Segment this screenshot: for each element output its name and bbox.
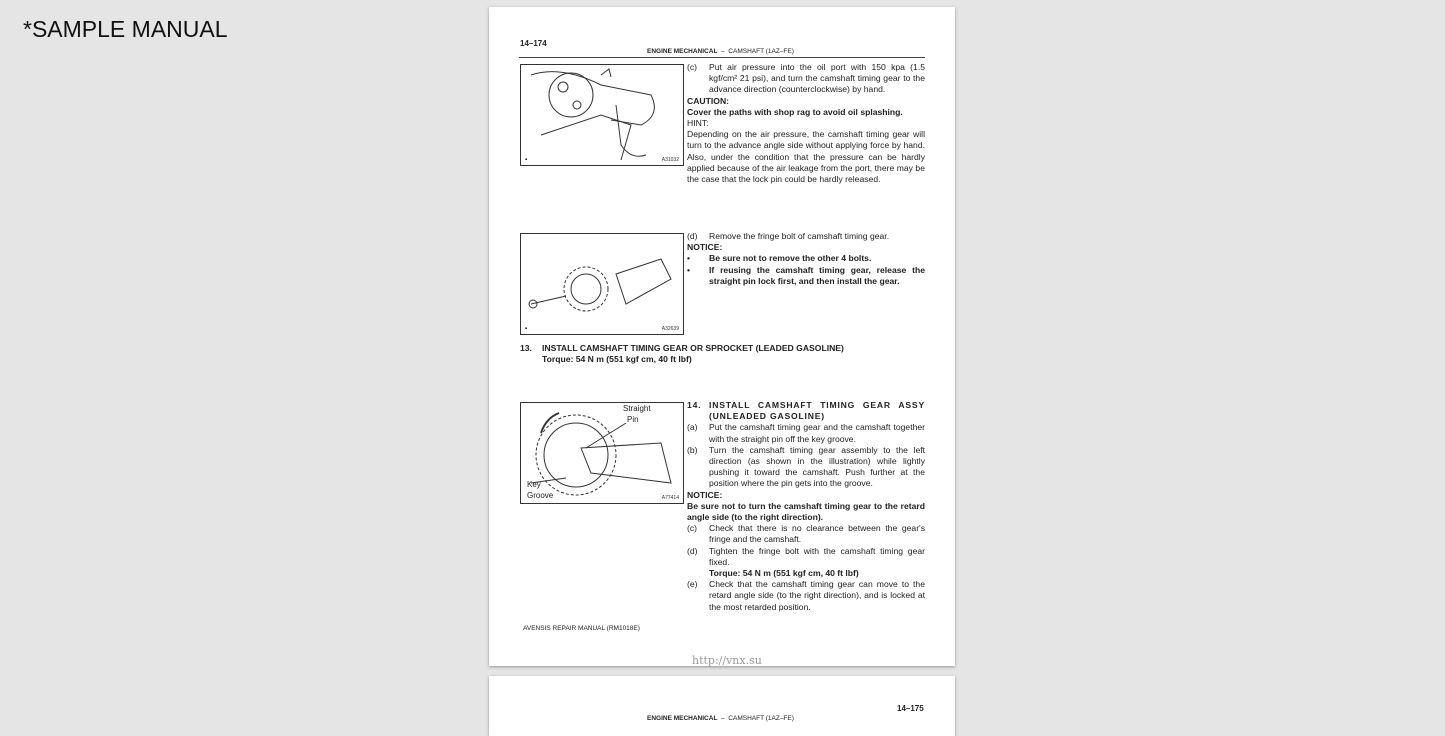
manual-page-14-175: [489, 676, 955, 736]
caution-title: CAUTION:: [687, 95, 730, 106]
block-step-d: [687, 231, 925, 287]
step-14-c: (c) Check that there is no clearance between the gear's fringe and the camshaft.: [687, 523, 925, 545]
label-key-groove: Key: [527, 480, 541, 489]
block-step-14: [687, 400, 925, 613]
illustration-straight-pin: [521, 403, 683, 503]
figure-id: A32639: [661, 326, 679, 332]
page-footer: AVENSIS REPAIR MANUAL (RM1018E): [523, 625, 640, 632]
figure-air-pressure: [520, 64, 684, 166]
step-13-title: INSTALL CAMSHAFT TIMING GEAR OR SPROCKET (LEADED GASOLINE): [542, 343, 844, 353]
step-13-torque: Torque: 54 N m (551 kgf cm, 40 ft lbf): [542, 354, 692, 364]
page-number: 14–175: [897, 704, 924, 713]
figure-marker-icon: ▪: [525, 326, 528, 332]
hint-text: Depending on the air pressure, the camshaft timing gear will turn to the advance angle side without applying force by hand. Also, under the condition that the pressure can be hardly applied because of the air leakage from the port, there may be the case that the lock pin could be hardly released.: [687, 129, 925, 185]
figure-id: A77414: [661, 495, 679, 501]
step-d: (d) Remove the fringe bolt of camshaft timing gear.: [687, 231, 890, 241]
figure-remove-bolt: [520, 233, 684, 335]
sample-manual-banner: *SAMPLE MANUAL: [23, 16, 228, 42]
header-rule: [519, 57, 925, 58]
label-straight-pin: Straight: [623, 404, 651, 413]
running-header: ENGINE MECHANICAL – CAMSHAFT (1AZ–FE): [647, 48, 794, 55]
hint-title: HINT:: [687, 118, 709, 129]
step-14-d: (d) Tighten the fringe bolt with the camshaft timing gear fixed. Torque: 54 N m (551 kgf cm, 40 ft lbf): [687, 545, 925, 579]
step-c: (c) Put air pressure into the oil port with 150 kpa (1.5 kgf/cm² 21 psi), and turn the camshaft timing gear to the advance direction (counterclockwise) by hand.: [687, 62, 925, 95]
notice-title: NOTICE:: [687, 242, 723, 253]
figure-marker-icon: ▪: [525, 157, 528, 163]
label-straight-pin: Pin: [627, 415, 639, 424]
illustration-hand-gun: [521, 65, 683, 165]
step-14-a: (a) Put the camshaft timing gear and the camshaft together with the straight pin off the key groove.: [687, 422, 925, 444]
figure-id: A31032: [661, 157, 679, 163]
step-13-number: 13.: [520, 343, 532, 353]
caution-text: Cover the paths with shop rag to avoid oil splashing.: [687, 106, 903, 117]
block-step-c: [687, 62, 925, 185]
step-14-b: (b) Turn the camshaft timing gear assembly to the left direction (as shown in the illustration) while lightly pushing it toward the camshaft. Push further at the position where the pin gets into the groove.: [687, 444, 925, 489]
illustration-timing-gear: [521, 234, 683, 334]
figure-install-gear: [520, 402, 684, 504]
step-14-title: 14. INSTALL CAMSHAFT TIMING GEAR ASSY (UNLEADED GASOLINE): [687, 400, 925, 422]
manual-page-14-174: [489, 7, 955, 666]
page-number: 14–174: [520, 39, 547, 48]
step-14-e: (e) Check that the camshaft timing gear can move to the retard angle side (to the right direction), and is locked at the most retarded position.: [687, 579, 925, 612]
notice-bullet: • Be sure not to remove the other 4 bolts.: [687, 253, 872, 264]
running-header: ENGINE MECHANICAL – CAMSHAFT (1AZ–FE): [647, 715, 794, 722]
watermark: http://vnx.su: [692, 654, 762, 667]
notice-title: NOTICE:: [687, 489, 723, 500]
notice-bullet: • If reusing the camshaft timing gear, release the straight pin lock first, and then install the gear.: [687, 264, 925, 286]
notice-text: Be sure not to turn the camshaft timing gear to the retard angle side (to the right direction).: [687, 500, 925, 523]
label-key-groove: Groove: [527, 491, 554, 500]
